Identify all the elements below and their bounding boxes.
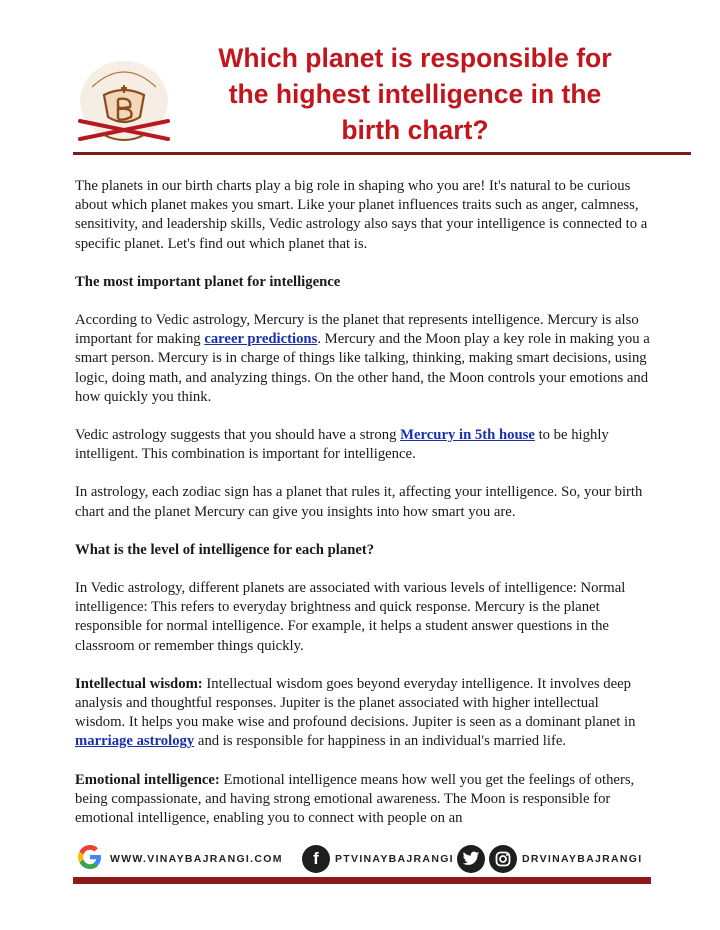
paragraph-normal-intelligence: In Vedic astrology, different planets are associated with various levels of intelligence: Normal intelligence: This refers to everyday brightness and quick response. Mercury is the planet responsible for normal intelligence. For example, it helps a student answer questions in the classroom or remember things quickly. — [75, 580, 626, 654]
heading-intelligence-levels: What is the level of intelligence for each planet? — [75, 541, 375, 558]
facebook-text: PTVINAYBAJRANGI — [335, 853, 454, 865]
paragraph-mercury — [75, 311, 650, 407]
paragraph-zodiac: In astrology, each zodiac sign has a planet that rules it, affecting your intelligence. So, your birth chart and the planet Mercury can give you insights into how smart you are. — [75, 484, 643, 520]
twitter-icon — [457, 845, 485, 873]
career-predictions-link[interactable]: career predictions — [204, 331, 318, 348]
article-body — [75, 177, 650, 847]
paragraph-fifth-house — [75, 426, 650, 464]
paragraph-intellectual-wisdom — [75, 675, 650, 752]
paragraph-text: to be highly intelligent. This combination is important for intelligence. — [75, 427, 609, 463]
instagram-icon — [489, 845, 517, 873]
header-divider — [73, 152, 691, 155]
footer-social[interactable] — [457, 842, 642, 876]
paragraph-text: . Mercury and the Moon play a key role in making you a smart person. Mercury is in charge of things like talking, thinking, making smart decisions, using logic, doing math, and analyzing things. On the other hand, the Moon controls your emotions and how quickly you think. — [75, 331, 650, 405]
mercury-5th-house-link[interactable]: Mercury in 5th house — [400, 427, 535, 444]
page-title — [185, 40, 645, 148]
social-handle-text: DRVINAYBAJRANGI — [522, 853, 643, 865]
paragraph-text: and is responsible for happiness in an individual's married life. — [194, 733, 567, 750]
paragraph-text: According to Vedic astrology, Mercury is the planet that represents intelligence. Mercury is also important for making — [75, 312, 639, 348]
marriage-astrology-link[interactable]: marriage astrology — [75, 733, 195, 750]
paragraph-text: Intellectual wisdom goes beyond everyday intelligence. It involves deep analysis and thoughtful responses. Jupiter is the planet associated with higher intellectual wisdom. It helps you make wise and profound decisions. Jupiter is seen as a dominant planet in — [75, 675, 636, 731]
facebook-icon: f — [302, 845, 330, 873]
google-icon — [75, 842, 105, 877]
title-line-3: birth chart? — [341, 115, 489, 145]
website-text: WWW.VINAYBAJRANGI.COM — [110, 853, 283, 865]
brand-logo — [74, 55, 174, 147]
paragraph-emotional-intelligence — [75, 771, 650, 829]
footer-website[interactable] — [75, 842, 283, 876]
footer-bar — [73, 877, 651, 884]
footer-facebook[interactable] — [302, 842, 454, 876]
term-intellectual-wisdom: Intellectual wisdom: — [75, 675, 203, 692]
paragraph-text: Emotional intelligence means how well you get the feelings of others, being compassionate, and having strong emotional awareness. The Moon is responsible for emotional intelligence, enabling you to connect with people on an — [75, 771, 635, 827]
heading-important-planet: The most important planet for intelligence — [75, 273, 341, 290]
term-emotional-intelligence: Emotional intelligence: — [75, 771, 220, 788]
header — [0, 0, 720, 160]
title-line-2: the highest intelligence in the — [228, 79, 602, 109]
title-line-1: Which planet is responsible for — [218, 43, 612, 73]
paragraph-text: Vedic astrology suggests that you should have a strong — [75, 427, 401, 444]
paragraph-intro: The planets in our birth charts play a big role in shaping who you are! It's natural to be curious about which planet makes you smart. Like your planet influences traits such as anger, calmness, sensitivity, and leadership skills, Vedic astrology also says that your intelligence is connected to a specific planet. Let's find out which planet that is. — [75, 178, 648, 252]
